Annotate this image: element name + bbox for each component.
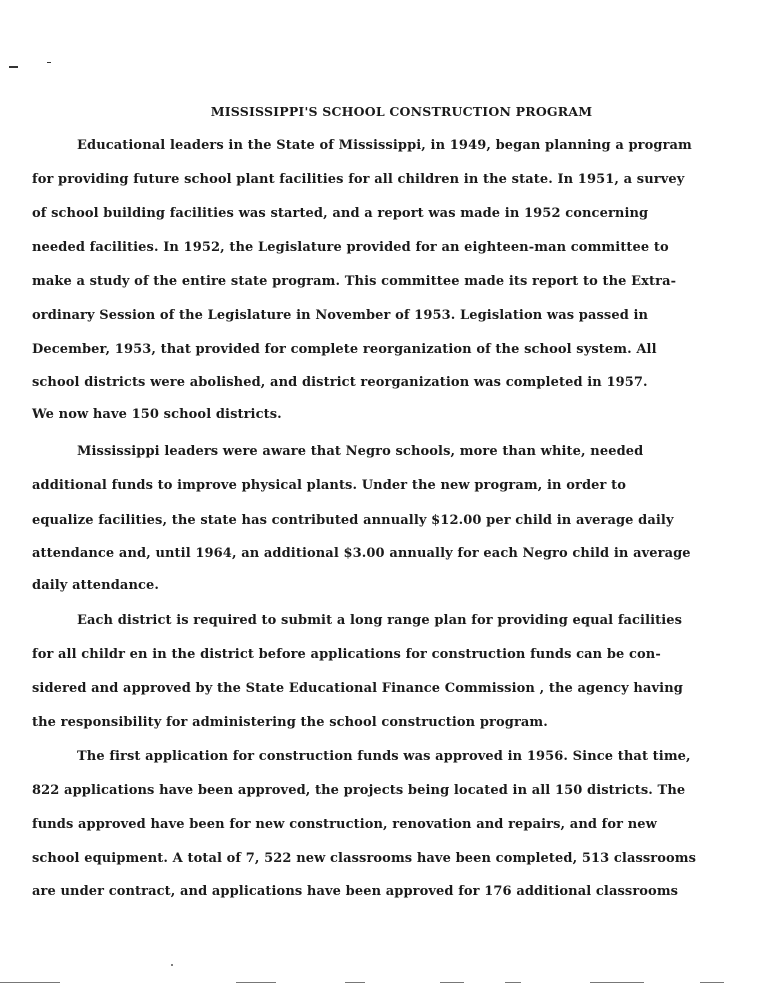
scan-edge-rule (440, 982, 464, 983)
scan-speck (171, 964, 173, 966)
body-text-line: Educational leaders in the State of Mississippi, in 1949, began planning a program (77, 138, 692, 153)
document-title: MISSISSIPPI'S SCHOOL CONSTRUCTION PROGRAM (210, 104, 593, 119)
body-text-line: attendance and, until 1964, an additional $3.00 annually for each Negro child in average (32, 546, 691, 561)
body-text-line: Mississippi leaders were aware that Negro schools, more than white, needed (77, 444, 644, 459)
body-text-line: the responsibility for administering the school construction program. (32, 715, 548, 730)
body-text-line: We now have 150 school districts. (32, 407, 282, 422)
body-text-line: make a study of the entire state program. This committee made its report to the Extra- (32, 274, 677, 289)
body-text-line: for all childr en in the district before applications for construction funds can be con- (32, 647, 661, 662)
body-text-line: sidered and approved by the State Educational Finance Commission , the agency having (32, 681, 683, 696)
body-text-line: school equipment. A total of 7, 522 new classrooms have been completed, 513 classrooms (32, 851, 697, 866)
scan-edge-rule (700, 982, 724, 983)
scan-edge-rule (590, 982, 644, 983)
scan-edge-rule (0, 982, 60, 983)
scan-edge-rule (505, 982, 521, 983)
scan-edge-rule (236, 982, 276, 983)
body-text-line: Each district is required to submit a long range plan for providing equal facilities (77, 613, 683, 628)
body-text-line: school districts were abolished, and district reorganization was completed in 1957. (32, 375, 648, 390)
body-text-line: additional funds to improve physical plants. Under the new program, in order to (32, 478, 626, 493)
margin-mark (47, 62, 51, 63)
body-text-line: for providing future school plant facilities for all children in the state. In 1951, a survey (32, 172, 685, 187)
body-text-line: ordinary Session of the Legislature in November of 1953. Legislation was passed in (32, 308, 649, 323)
body-text-line: of school building facilities was started, and a report was made in 1952 concerning (32, 206, 649, 221)
margin-mark (9, 66, 18, 68)
body-text-line: 822 applications have been approved, the projects being located in all 150 districts. The (32, 783, 686, 798)
body-text-line: needed facilities. In 1952, the Legislature provided for an eighteen-man committee to (32, 240, 669, 255)
body-text-line: are under contract, and applications have been approved for 176 additional classrooms (32, 884, 679, 899)
body-text-line: funds approved have been for new construction, renovation and repairs, and for new (32, 817, 657, 832)
body-text-line: December, 1953, that provided for complete reorganization of the school system. All (32, 342, 657, 357)
body-text-line: daily attendance. (32, 578, 160, 593)
scan-edge-rule (345, 982, 365, 983)
body-text-line: The first application for construction funds was approved in 1956. Since that time, (77, 749, 691, 764)
body-text-line: equalize facilities, the state has contributed annually $12.00 per child in average daily (32, 513, 674, 528)
